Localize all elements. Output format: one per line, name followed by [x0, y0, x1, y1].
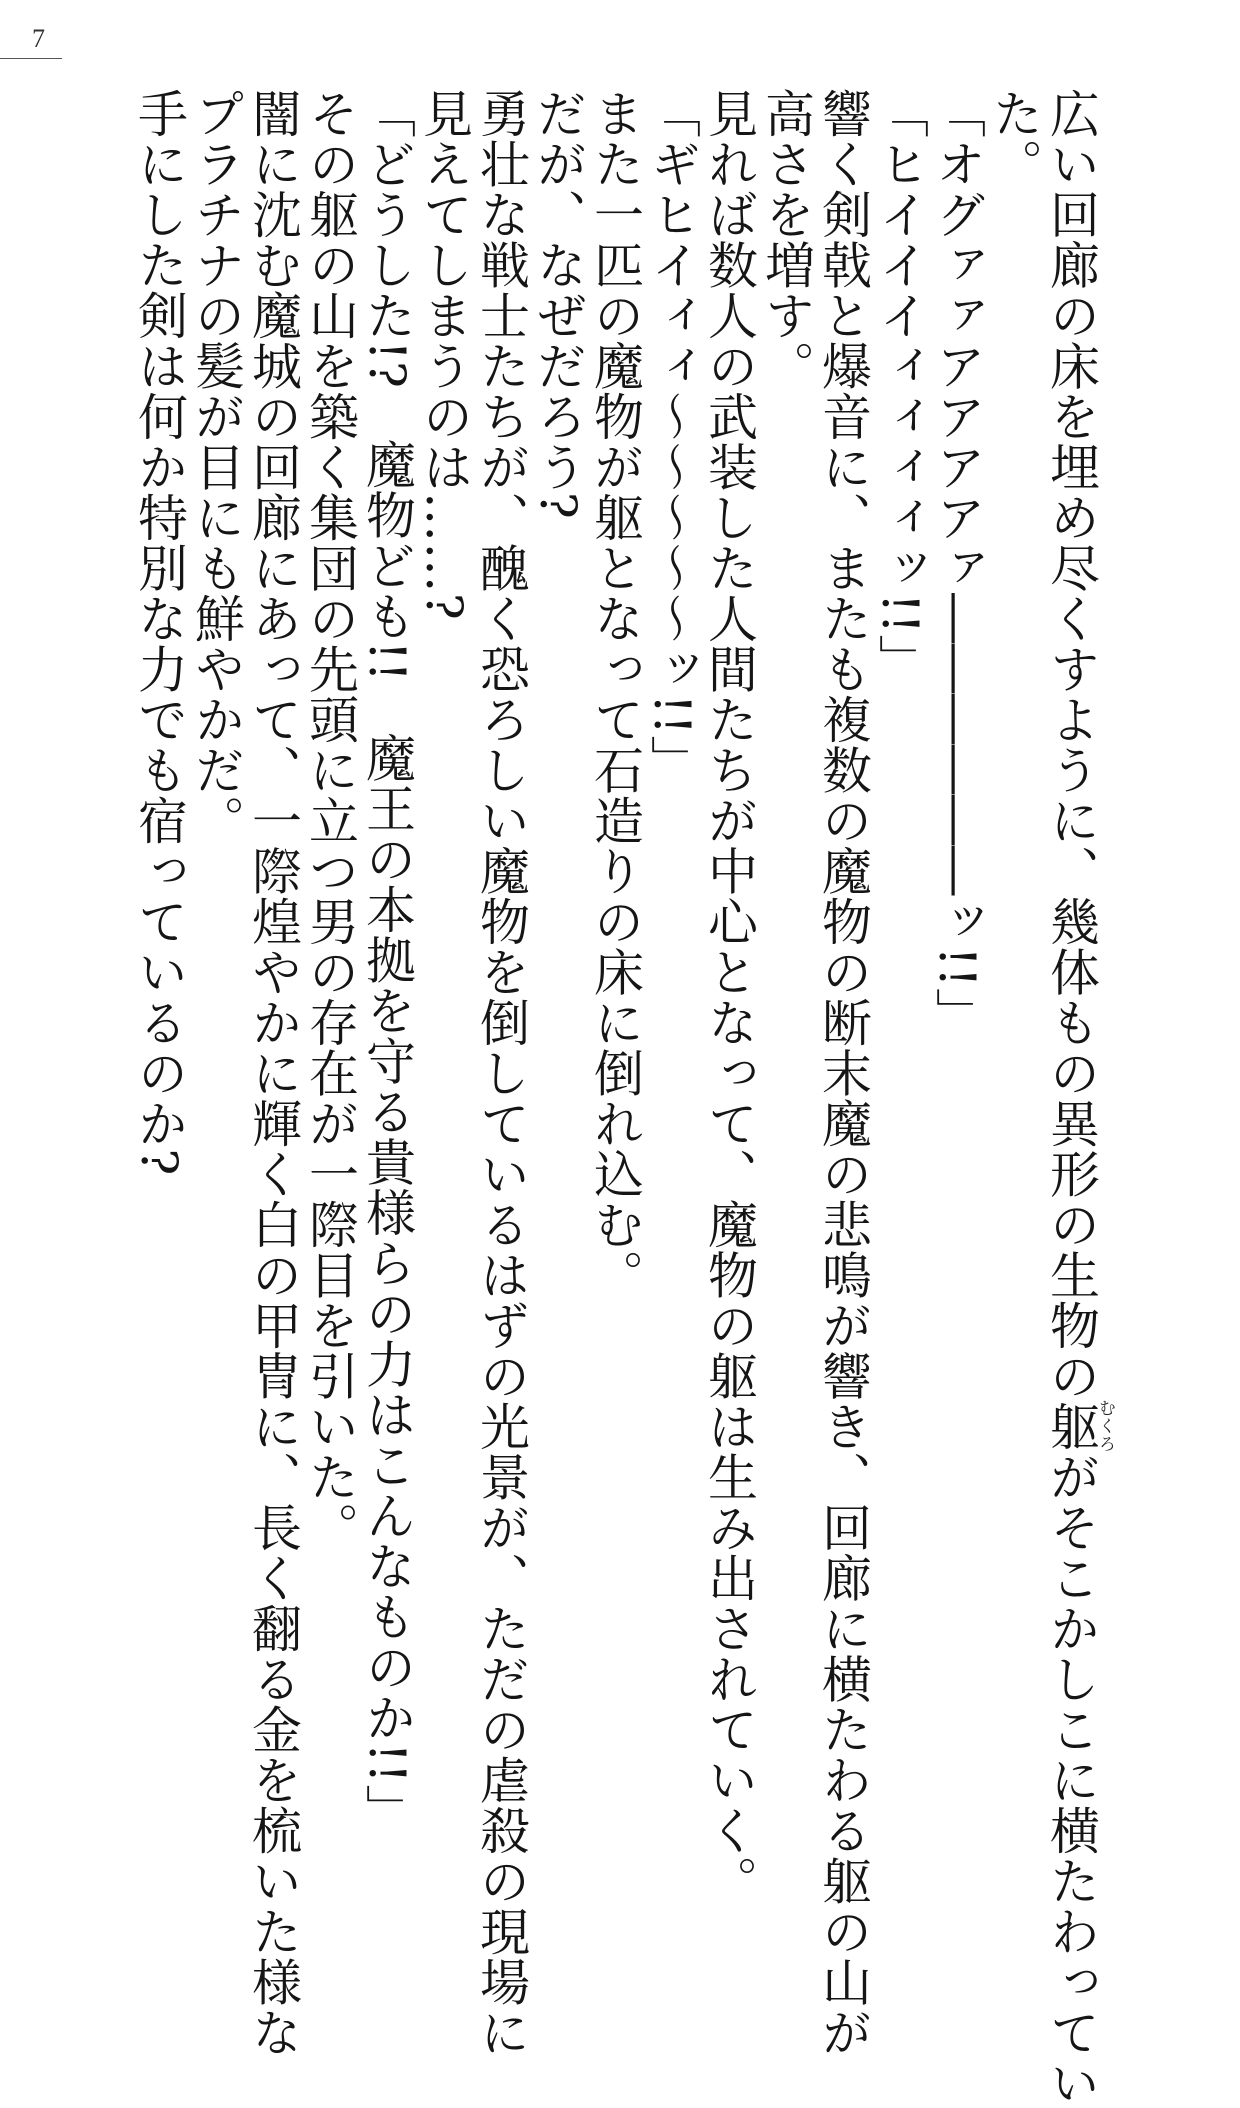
- text-line-3: 「オグァァアアアアァ――――――ッ!!」: [928, 88, 985, 1668]
- novel-body-text: [130, 88, 1114, 1668]
- text-line-10: だが、なぜだろう?: [529, 88, 586, 1668]
- ruby-base: 躯: [1042, 1399, 1100, 1453]
- text-line-2: た。: [985, 88, 1042, 1668]
- text-line-6: 高さを増す。: [757, 88, 814, 1668]
- text-line-16: プラチナの髪が目にも鮮やかだ。: [187, 88, 244, 1668]
- text-line-8: 「ギヒイィィ～～～～～ッ!!」: [643, 88, 700, 1668]
- text-line-7: 見れば数人の武装した人間たちが中心となって、魔物の躯は生み出されていく。: [700, 88, 757, 1668]
- text-line-12: 見えてしまうのは……?: [415, 88, 472, 1668]
- text-line-1: [1042, 88, 1114, 1668]
- text-line-15: 闇に沈む魔城の回廊にあって、一際煌やかに輝く白の甲冑に、長く翻る金を梳いた様な: [244, 88, 301, 1668]
- text-line-14: その躯の山を築く集団の先頭に立つ男の存在が一際目を引いた。: [301, 88, 358, 1668]
- ruby-annotated-word: [1042, 1401, 1100, 1452]
- ruby-reading: むくろ: [1095, 1399, 1115, 1453]
- text-line-11: 勇壮な戦士たちが、醜く恐ろしい魔物を倒しているはずの光景が、ただの虐殺の現場に: [472, 88, 529, 1668]
- text-line-9: また一匹の魔物が躯となって石造りの床に倒れ込む。: [586, 88, 643, 1668]
- text-line-13: 「どうした!? 魔物ども!! 魔王の本拠を守る貴様らの力はこんなものか!!」: [358, 88, 415, 1668]
- text-line-1-body: 広い回廊の床を埋め尽くすように、幾体もの異形の生物の: [1042, 88, 1100, 1401]
- page-number-rule: [0, 58, 62, 59]
- page-number: 7: [32, 24, 45, 54]
- text-line-17: 手にした剣は何か特別な力でも宿っているのか?: [130, 88, 187, 1668]
- text-line-1-continued: がそこかしこに横たわってい: [1042, 1452, 1100, 2108]
- text-line-5: 響く剣戟と爆音に、またも複数の魔物の断末魔の悲鳴が響き、回廊に横たわる躯の山が: [814, 88, 871, 1668]
- text-line-4: 「ヒイイイィィィィッ!!」: [871, 88, 928, 1668]
